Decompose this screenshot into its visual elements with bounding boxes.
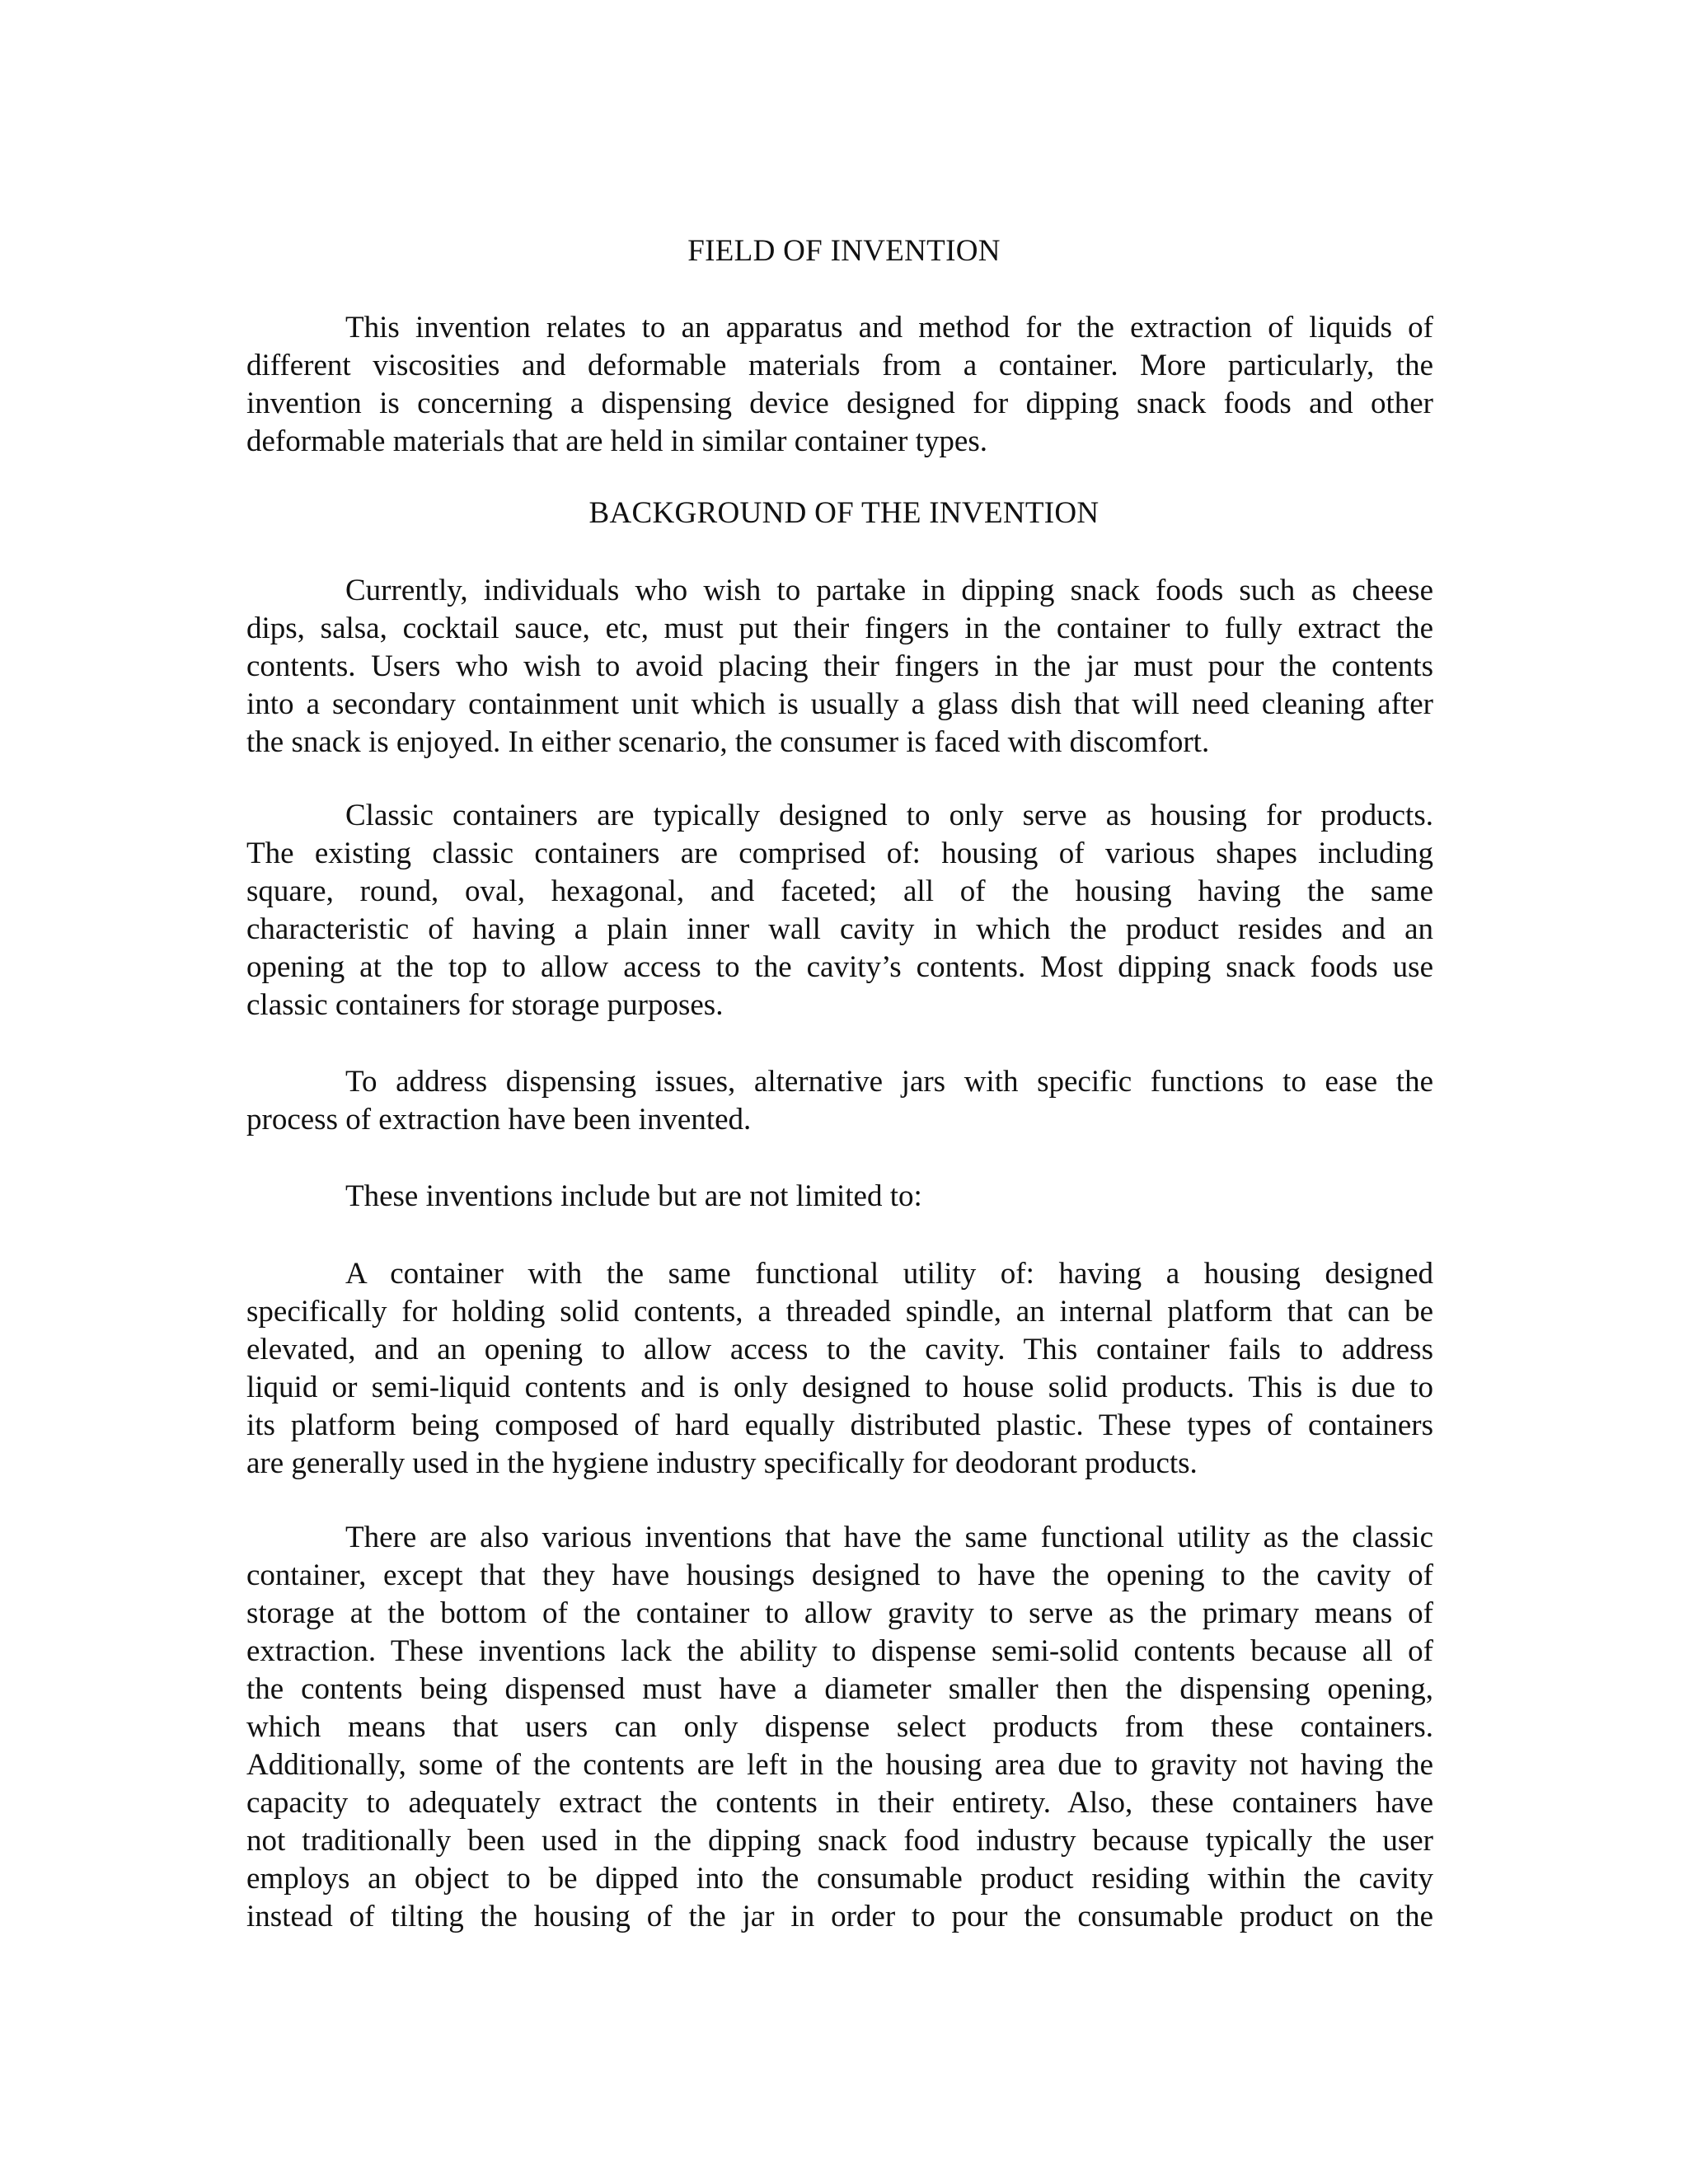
text-line: not traditionally been used in the dipping snack food industry because typically the user <box>246 1824 1433 1858</box>
text-line: To address dispensing issues, alternative jars with specific functions to ease the <box>345 1065 1433 1099</box>
text-line: classic containers for storage purposes. <box>246 988 724 1022</box>
text-line: elevated, and an opening to allow access to the cavity. This container fails to address <box>246 1333 1433 1366</box>
text-line: invention is concerning a dispensing device designed for dipping snack foods and other <box>246 387 1433 420</box>
section-heading-background: BACKGROUND OF THE INVENTION <box>588 496 1100 530</box>
text-line: opening at the top to allow access to the cavity’s contents. Most dipping snack foods use <box>246 950 1433 984</box>
text-line: This invention relates to an apparatus and method for the extraction of liquids of <box>345 311 1433 344</box>
paragraph-background-6 <box>246 1519 1433 1936</box>
text-line: dips, salsa, cocktail sauce, etc, must put their fingers in the container to fully extract the <box>246 612 1433 645</box>
text-line: its platform being composed of hard equally distributed plastic. These types of containers <box>246 1408 1433 1442</box>
text-line: which means that users can only dispense select products from these containers. <box>246 1710 1433 1744</box>
text-line: specifically for holding solid contents, a threaded spindle, an internal platform that can be <box>246 1295 1433 1329</box>
text-line: A container with the same functional utility of: having a housing designed <box>345 1257 1433 1291</box>
paragraph-field-of-invention <box>246 309 1433 461</box>
text-line: extraction. These inventions lack the ability to dispense semi-solid contents because all of <box>246 1634 1433 1668</box>
paragraph-background-5 <box>246 1255 1433 1483</box>
text-line: These inventions include but are not limited to: <box>345 1179 922 1213</box>
text-line: container, except that they have housings designed to have the opening to the cavity of <box>246 1558 1433 1592</box>
text-line: into a secondary containment unit which is usually a glass dish that will need cleaning after <box>246 687 1433 721</box>
text-line: employs an object to be dipped into the consumable product residing within the cavity <box>246 1862 1433 1896</box>
text-line: square, round, oval, hexagonal, and faceted; all of the housing having the same <box>246 874 1433 908</box>
text-line: capacity to adequately extract the contents in their entirety. Also, these containers have <box>246 1786 1433 1820</box>
paragraph-background-2 <box>246 797 1433 1024</box>
text-line: storage at the bottom of the container to allow gravity to serve as the primary means of <box>246 1596 1433 1630</box>
text-line: Classic containers are typically designed to only serve as housing for products. <box>345 799 1433 832</box>
text-line: the contents being dispensed must have a diameter smaller then the dispensing opening, <box>246 1672 1433 1706</box>
text-line: Additionally, some of the contents are left in the housing area due to gravity not having the <box>246 1748 1433 1782</box>
text-line: instead of tilting the housing of the jar in order to pour the consumable product on the <box>246 1900 1433 1933</box>
paragraph-background-1 <box>246 572 1433 762</box>
text-line: There are also various inventions that have the same functional utility as the classic <box>345 1521 1433 1554</box>
text-line: contents. Users who wish to avoid placing their fingers in the jar must pour the contents <box>246 649 1433 683</box>
text-line: different viscosities and deformable materials from a container. More particularly, the <box>246 349 1433 382</box>
text-line: process of extraction have been invented. <box>246 1103 752 1137</box>
text-line: the snack is enjoyed. In either scenario, the consumer is faced with discomfort. <box>246 725 1210 759</box>
section-heading-field-of-invention: FIELD OF INVENTION <box>687 234 1001 268</box>
paragraph-background-4 <box>246 1178 1433 1216</box>
text-line: deformable materials that are held in similar container types. <box>246 424 987 458</box>
text-line: characteristic of having a plain inner wall cavity in which the product resides and an <box>246 912 1433 946</box>
text-line: The existing classic containers are comprised of: housing of various shapes including <box>246 837 1433 870</box>
text-line: Currently, individuals who wish to partake in dipping snack foods such as cheese <box>345 574 1433 607</box>
text-line: liquid or semi-liquid contents and is only designed to house solid products. This is due to <box>246 1371 1433 1404</box>
text-line: are generally used in the hygiene industry specifically for deodorant products. <box>246 1446 1198 1480</box>
paragraph-background-3 <box>246 1063 1433 1139</box>
